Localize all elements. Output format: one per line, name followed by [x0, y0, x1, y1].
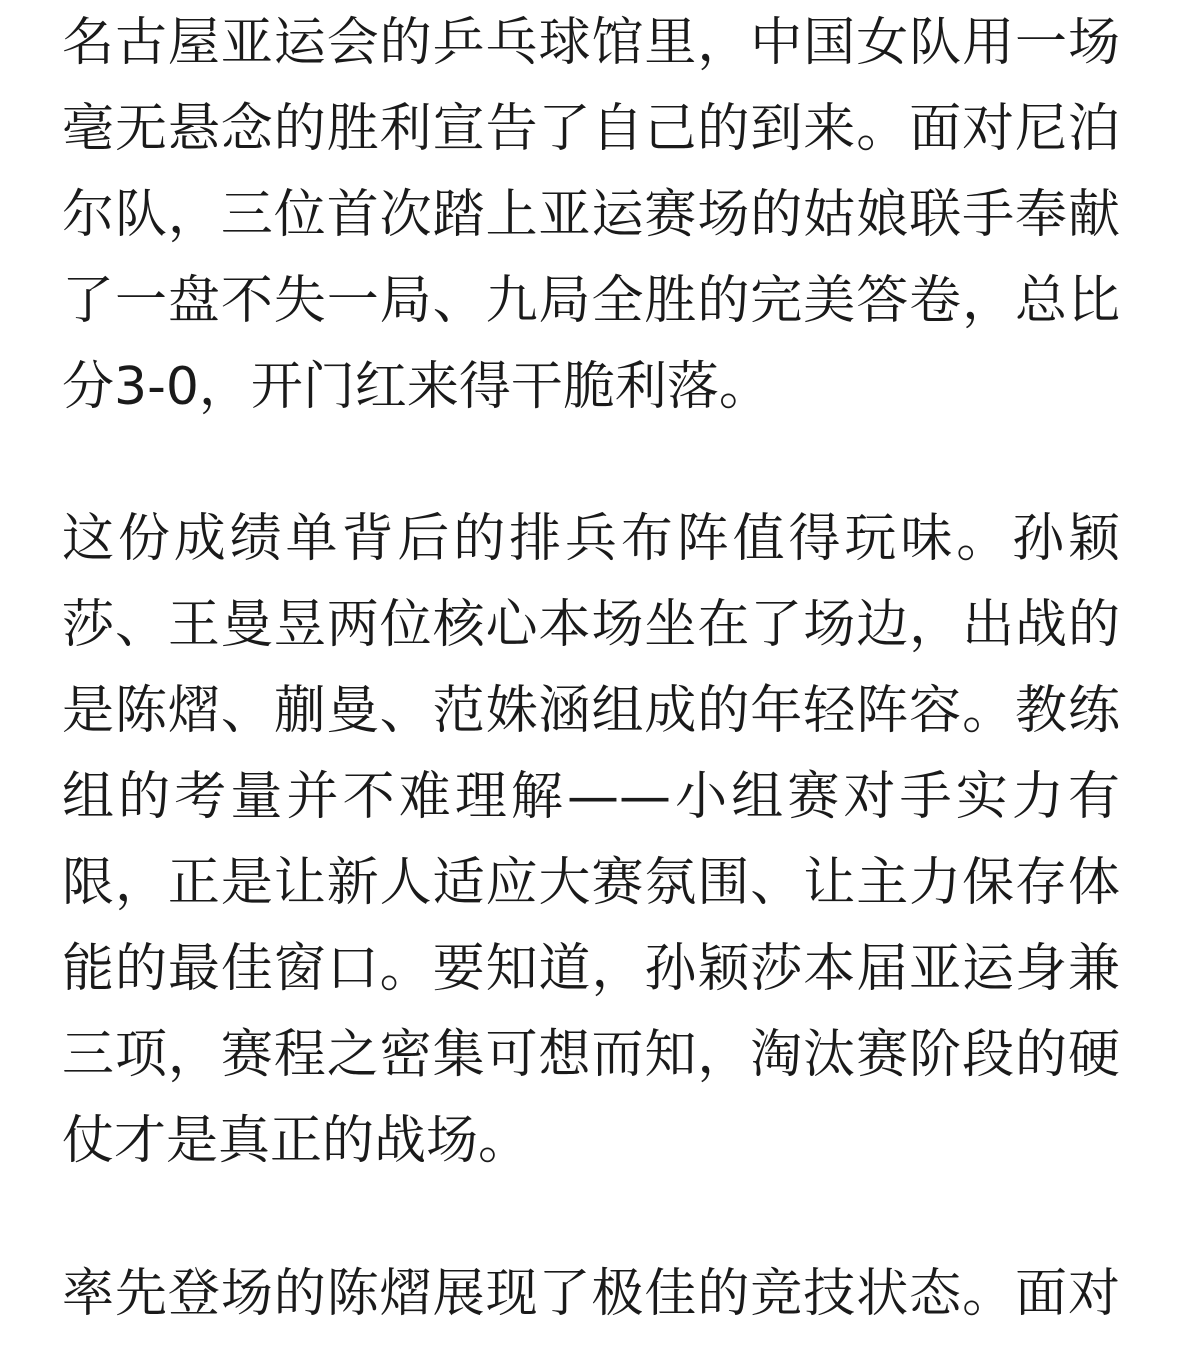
text-line: 毫无悬念的胜利宣告了自己的到来。面对尼泊 [62, 99, 1120, 159]
text-line: 三项，赛程之密集可想而知，淘汰赛阶段的硬 [62, 1025, 1120, 1085]
text-line: 名古屋亚运会的乒乓球馆里，中国女队用一场 [62, 13, 1120, 73]
text-line: 是陈熠、蒯曼、范姝涵组成的年轻阵容。教练 [62, 681, 1120, 741]
text-line: 限，正是让新人适应大赛氛围、让主力保存体 [62, 853, 1120, 913]
text-line: 尔队，三位首次踏上亚运赛场的姑娘联手奉献 [62, 185, 1120, 245]
text-line: 率先登场的陈熠展现了极佳的竞技状态。面对 [62, 1264, 1120, 1324]
text-line: 能的最佳窗口。要知道，孙颖莎本届亚运身兼 [62, 939, 1120, 999]
text-line: 这份成绩单背后的排兵布阵值得玩味。孙颖 [62, 509, 1120, 569]
paragraph-1 [62, 0, 1120, 430]
text-line: 莎、王曼昱两位核心本场坐在了场边，出战的 [62, 595, 1120, 655]
paragraph-2 [62, 496, 1120, 1184]
text-line: 仗才是真正的战场。 [62, 1111, 531, 1171]
paragraph-3 [62, 1251, 1120, 1337]
text-line: 了一盘不失一局、九局全胜的完美答卷，总比 [62, 271, 1120, 331]
text-line: 组的考量并不难理解——小组赛对手实力有 [62, 767, 1120, 827]
text-line: 分3-0，开门红来得干脆利落。 [62, 357, 771, 417]
